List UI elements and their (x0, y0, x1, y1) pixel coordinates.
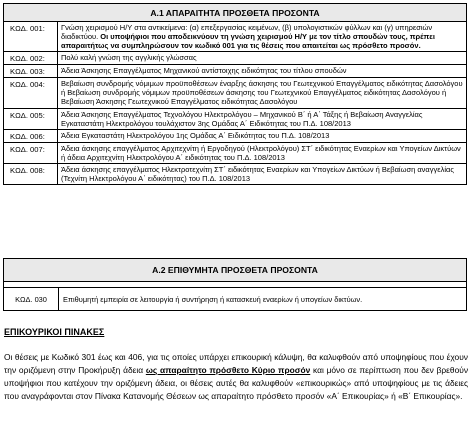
description-cell: Πολύ καλή γνώση της αγγλικής γλώσσας (58, 52, 467, 65)
paragraph-text-start: Οι θέσεις με Κωδικό 301 έως και 406, για τις οποίες υπάρχει επικουρική κάλυψη, θα καλυφθούν από υποψηφίους που έχουν την οριζόμενη στην Προκήρυξη άδεια (4, 352, 468, 376)
description-cell (58, 22, 467, 52)
code-cell: ΚΩΔ. 008: (4, 163, 58, 184)
table-row (4, 52, 467, 65)
code-cell: ΚΩΔ. 006: (4, 129, 58, 142)
description-cell: Άδεια Εγκαταστάτη Ηλεκτρολόγου 1ης Ομάδας Α΄ Ειδικότητας του Π.Δ. 108/2013 (58, 129, 467, 142)
table-row (4, 129, 467, 142)
description-cell: Βεβαίωση συνδρομής νόμιμων προϋποθέσεων έναρξης άσκησης του Γεωτεχνικού Επαγγέλματος ειδικότητας Δασολόγου ή Βεβαίωση συνδρομής νόμιμων προϋποθέσεων άσκησης του Γεωτεχνικού Επαγγέλματος ειδικότητας Δασολόγου ή Βεβαίωση Άσκησης Γεωτεχνικού Επαγγέλματος ειδικότητας Δασολόγου (58, 78, 467, 108)
code-cell: ΚΩΔ. 002: (4, 52, 58, 65)
paragraph-text-end: και μόνο σε περίπτωση που δεν βρεθούν υποψήφιοι που κατέχουν την οριζόμενη άδεια, οι θέσεις αυτές θα καλυφθούν «επικουρικώς» από υποψηφίους με τις άδειες που αναγράφονται στον Πίνακα Κατανομής Θέσεων ως απαραίτητο πρόσθετο προσόν «Α΄ Επικουρίας» ή «Β΄ Επικουρίας». (4, 365, 469, 402)
table-row (4, 65, 467, 78)
table-row (4, 108, 467, 129)
table-row (4, 288, 467, 311)
table-row (4, 163, 467, 184)
description-cell: Άδεια Άσκησης Επαγγέλματος Μηχανικού αντίστοιχης ειδικότητας του τίτλου σπουδών (58, 65, 467, 78)
description-cell: Άδεια άσκησης επαγγέλματος Αρχιτεχνίτη ή Εργοδηγού (Ηλεκτρολόγου) ΣΤ΄ ειδικότητας Εναερίων και Υπογείων Δικτύων ή άδεια Αρχιτεχνίτη Ηλεκτρολόγου Α΄ ειδικότητας του Π.Δ. 108/2013 (58, 142, 467, 163)
code-cell: ΚΩΔ. 004: (4, 78, 58, 108)
description-cell: Επιθυμητή εμπειρία σε λειτουργία ή συντήρηση ή κατασκευή εναερίων ή υπογείων δικτύων. (59, 288, 467, 311)
required-qualifications-table (3, 3, 467, 185)
code-cell: ΚΩΔ. 030 (4, 288, 59, 311)
table-row (4, 78, 467, 108)
code-cell: ΚΩΔ. 003: (4, 65, 58, 78)
table-row (4, 22, 467, 52)
table-a2-title: Α.2 ΕΠΙΘΥΜΗΤΑ ΠΡΟΣΘΕΤΑ ΠΡΟΣΟΝΤΑ (4, 259, 467, 282)
auxiliary-paragraph (4, 351, 468, 403)
description-text: Γνώση χειρισμού Η/Υ στα αντικείμενα: (α) επεξεργασίας κειμένων, (β) υπολογιστικών φύλλων και (γ) υπηρεσιών διαδικτύου. (61, 23, 433, 42)
desired-qualifications-table (3, 258, 467, 311)
auxiliary-tables-heading: ΕΠΙΚΟΥΡΙΚΟΙ ΠΙΝΑΚΕΣ (4, 327, 105, 337)
code-cell: ΚΩΔ. 005: (4, 108, 58, 129)
code-cell: ΚΩΔ. 007: (4, 142, 58, 163)
table-a1-title: Α.1 ΑΠΑΡΑΙΤΗΤΑ ΠΡΟΣΘΕΤΑ ΠΡΟΣΟΝΤΑ (4, 4, 467, 22)
description-bold-note: Οι υποψήφιοι που αποδεικνύουν τη γνώση χειρισμού Η/Υ με τον τίτλο σπουδών τους, πρέπει απαραιτήτως να συμπληρώσουν τον κωδικό 001 για τις θέσεις που απαιτείται ως πρόσθετο προσόν. (61, 32, 435, 51)
description-cell: Άδεια άσκησης επαγγέλματος Ηλεκτροτεχνίτη ΣΤ΄ ειδικότητας Εναερίων και Υπογείων Δικτύων ή Βεβαίωση αναγγελίας (Τεχνίτη Ηλεκτρολόγου Α΄ ειδικότητας) του Π.Δ. 108/2013 (58, 163, 467, 184)
table-row (4, 142, 467, 163)
paragraph-emphasis: ως απαραίτητο πρόσθετο Κύριο προσόν (145, 365, 311, 376)
description-cell: Άδεια Άσκησης Επαγγέλματος Τεχνολόγου Ηλεκτρολόγου – Μηχανικού Β΄ ή Α΄ Τάξης ή Βεβαίωση Αναγγελίας Εγκαταστάτη Ηλεκτρολόγου τουλάχιστον 3ης Ομάδας Α΄ Ειδικότητας του Π.Δ. 108/2013 (58, 108, 467, 129)
code-cell: ΚΩΔ. 001: (4, 22, 58, 52)
